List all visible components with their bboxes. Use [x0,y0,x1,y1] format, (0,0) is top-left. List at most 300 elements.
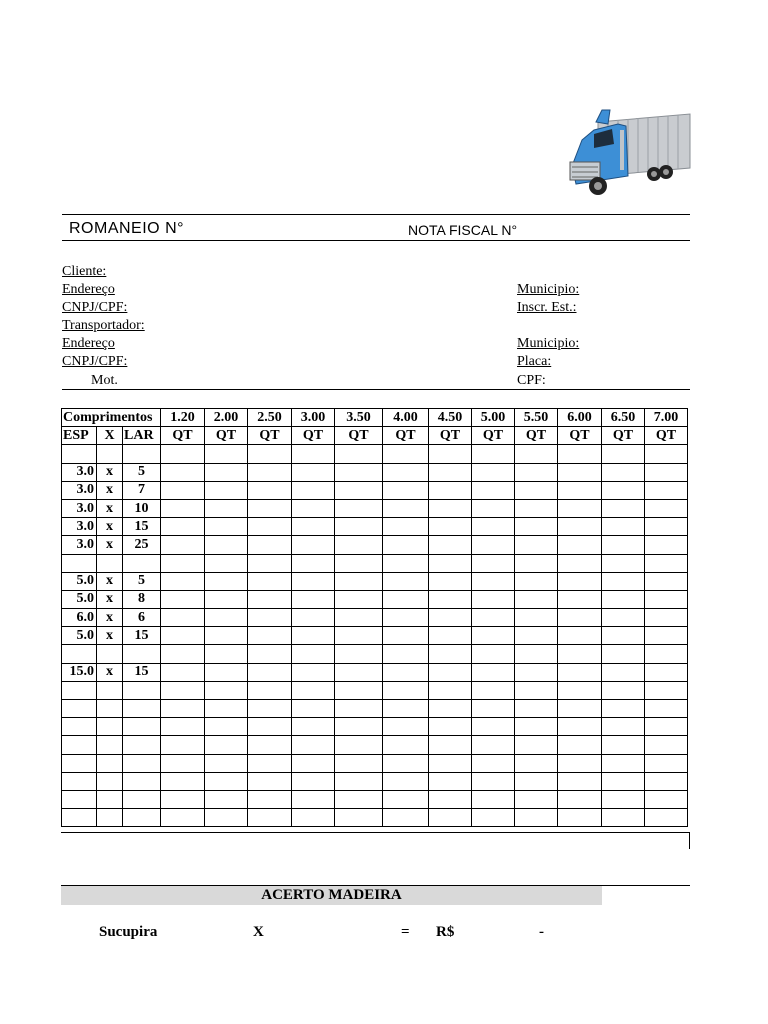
qt-cell[interactable] [472,499,515,517]
qt-cell[interactable] [335,572,383,590]
qt-cell[interactable] [558,645,602,663]
qt-cell[interactable] [602,700,645,718]
qt-cell[interactable] [161,627,205,645]
qt-cell[interactable] [161,809,205,827]
qt-header: QT [205,427,248,445]
qt-cell[interactable] [472,681,515,699]
qt-cell[interactable] [645,718,688,736]
qt-cell[interactable] [205,463,248,481]
qt-cell[interactable] [645,700,688,718]
qt-cell[interactable] [429,754,472,772]
qt-cell[interactable] [248,572,292,590]
qt-cell[interactable] [429,627,472,645]
qt-cell[interactable] [248,700,292,718]
lar-cell: 15 [123,627,161,645]
qt-cell[interactable] [515,499,558,517]
table-row-empty [62,754,688,772]
qt-cell[interactable] [558,481,602,499]
qt-cell[interactable] [515,518,558,536]
qt-cell[interactable] [335,681,383,699]
qt-cell[interactable] [515,754,558,772]
qt-cell[interactable] [205,627,248,645]
qt-cell[interactable] [472,718,515,736]
qt-cell[interactable] [645,572,688,590]
qt-cell[interactable] [248,681,292,699]
qt-cell[interactable] [558,445,602,463]
qt-cell[interactable] [335,754,383,772]
info-bottom-rule [62,389,690,390]
qt-cell[interactable] [205,700,248,718]
qt-cell[interactable] [248,663,292,681]
qt-cell[interactable] [248,627,292,645]
qt-cell[interactable] [205,718,248,736]
qt-cell[interactable] [429,809,472,827]
table-row [62,463,688,481]
qt-cell[interactable] [429,790,472,808]
qt-cell[interactable] [558,499,602,517]
qt-cell[interactable] [383,754,429,772]
qt-cell[interactable] [205,481,248,499]
qt-cell[interactable] [292,536,335,554]
qt-cell[interactable] [205,681,248,699]
qt-cell[interactable] [472,481,515,499]
qt-cell[interactable] [515,554,558,572]
qt-cell[interactable] [335,736,383,754]
qt-cell[interactable] [429,536,472,554]
qt-cell[interactable] [292,681,335,699]
qt-cell[interactable] [248,481,292,499]
qt-cell[interactable] [558,590,602,608]
qt-cell[interactable] [383,554,429,572]
romaneio-table [61,408,688,827]
qt-cell[interactable] [558,463,602,481]
qt-cell[interactable] [515,718,558,736]
equals-sign: = [401,924,410,940]
qt-cell[interactable] [515,481,558,499]
qt-cell[interactable] [335,499,383,517]
x-cell: x [97,609,123,627]
qt-cell[interactable] [472,790,515,808]
qt-cell[interactable] [335,590,383,608]
qt-cell[interactable] [292,736,335,754]
qt-cell[interactable] [558,772,602,790]
qt-cell[interactable] [383,790,429,808]
qt-cell[interactable] [205,445,248,463]
length-header: 2.50 [248,409,292,427]
qt-cell[interactable] [558,572,602,590]
qt-cell[interactable] [515,681,558,699]
qt-cell[interactable] [161,609,205,627]
qt-cell[interactable] [383,481,429,499]
qt-cell[interactable] [161,445,205,463]
table-row-empty [62,809,688,827]
qt-cell[interactable] [205,645,248,663]
qt-cell[interactable] [248,754,292,772]
qt-cell[interactable] [429,481,472,499]
qt-cell[interactable] [602,736,645,754]
qt-cell[interactable] [292,554,335,572]
qt-cell[interactable] [602,754,645,772]
qt-cell[interactable] [335,536,383,554]
qt-cell[interactable] [292,809,335,827]
qt-cell[interactable] [161,681,205,699]
lar-cell [123,718,161,736]
qt-cell[interactable] [205,572,248,590]
table-row [62,518,688,536]
qt-cell[interactable] [472,700,515,718]
qt-cell[interactable] [383,590,429,608]
qt-cell[interactable] [205,609,248,627]
qt-cell[interactable] [292,718,335,736]
esp-cell [62,681,97,699]
qt-cell[interactable] [515,536,558,554]
qt-cell[interactable] [292,790,335,808]
qt-cell[interactable] [161,790,205,808]
qt-cell[interactable] [429,772,472,790]
qt-cell[interactable] [515,772,558,790]
qt-cell[interactable] [472,772,515,790]
qt-cell[interactable] [472,445,515,463]
qt-cell[interactable] [248,445,292,463]
qt-cell[interactable] [161,554,205,572]
qt-cell[interactable] [429,572,472,590]
qt-cell[interactable] [515,700,558,718]
placa-label: Placa: [517,354,552,369]
qt-cell[interactable] [248,554,292,572]
qt-cell[interactable] [472,572,515,590]
qt-cell[interactable] [515,463,558,481]
qt-cell[interactable] [161,463,205,481]
esp-cell [62,772,97,790]
qt-cell[interactable] [248,736,292,754]
qt-cell[interactable] [161,718,205,736]
qt-cell[interactable] [515,572,558,590]
qt-cell[interactable] [335,445,383,463]
qt-cell[interactable] [515,645,558,663]
qt-cell[interactable] [292,627,335,645]
qt-cell[interactable] [645,590,688,608]
qt-cell[interactable] [602,772,645,790]
transportador-endereco-label: Endereço [62,336,115,351]
qt-cell[interactable] [248,790,292,808]
lar-cell: 5 [123,463,161,481]
qt-cell[interactable] [161,772,205,790]
x-cell [97,645,123,663]
qt-cell[interactable] [205,772,248,790]
qt-cell[interactable] [602,809,645,827]
qt-cell[interactable] [429,609,472,627]
qt-cell[interactable] [645,627,688,645]
esp-cell: 3.0 [62,463,97,481]
qt-cell[interactable] [602,572,645,590]
qt-cell[interactable] [335,718,383,736]
qt-cell[interactable] [472,754,515,772]
qt-cell[interactable] [383,772,429,790]
qt-cell[interactable] [515,736,558,754]
qt-cell[interactable] [558,809,602,827]
qt-cell[interactable] [645,445,688,463]
qt-cell[interactable] [429,645,472,663]
qt-cell[interactable] [335,627,383,645]
qt-cell[interactable] [602,518,645,536]
qt-cell[interactable] [472,536,515,554]
qt-cell[interactable] [645,736,688,754]
qt-cell[interactable] [515,609,558,627]
qt-cell[interactable] [429,590,472,608]
qt-cell[interactable] [429,681,472,699]
qt-cell[interactable] [292,518,335,536]
qt-header: QT [558,427,602,445]
qt-cell[interactable] [602,718,645,736]
qt-cell[interactable] [429,554,472,572]
qt-cell[interactable] [645,518,688,536]
qt-cell[interactable] [161,518,205,536]
table-row-empty [62,790,688,808]
qt-cell[interactable] [383,609,429,627]
cliente-label: Cliente: [62,264,107,279]
qt-cell[interactable] [292,609,335,627]
table-row [62,481,688,499]
qt-cell[interactable] [248,536,292,554]
qt-cell[interactable] [292,590,335,608]
qt-cell[interactable] [383,572,429,590]
qt-cell[interactable] [429,718,472,736]
qt-cell[interactable] [558,790,602,808]
lar-cell: 5 [123,572,161,590]
qt-cell[interactable] [248,645,292,663]
qt-cell[interactable] [292,772,335,790]
qt-cell[interactable] [292,754,335,772]
qt-cell[interactable] [558,681,602,699]
qt-cell[interactable] [292,645,335,663]
qt-cell[interactable] [205,736,248,754]
qt-cell[interactable] [335,481,383,499]
qt-cell[interactable] [558,536,602,554]
qt-cell[interactable] [558,554,602,572]
inscr-est-label: Inscr. Est.: [517,300,577,315]
qt-cell[interactable] [292,445,335,463]
qt-cell[interactable] [248,718,292,736]
qt-cell[interactable] [515,445,558,463]
qt-cell[interactable] [292,481,335,499]
nota-fiscal-label: NOTA FISCAL N° [408,222,518,238]
qt-cell[interactable] [161,481,205,499]
qt-cell[interactable] [248,499,292,517]
qt-cell[interactable] [205,754,248,772]
qt-cell[interactable] [645,554,688,572]
table-row [62,609,688,627]
qt-cell[interactable] [205,518,248,536]
qt-cell[interactable] [205,499,248,517]
qt-cell[interactable] [602,645,645,663]
qt-cell[interactable] [383,627,429,645]
qt-cell[interactable] [429,736,472,754]
qt-cell[interactable] [602,790,645,808]
qt-cell[interactable] [645,609,688,627]
qt-cell[interactable] [558,754,602,772]
x-cell: x [97,481,123,499]
qt-cell[interactable] [602,681,645,699]
qt-cell[interactable] [602,463,645,481]
x-cell [97,718,123,736]
qt-cell[interactable] [558,718,602,736]
esp-label: ESP [62,427,97,445]
qt-cell[interactable] [558,609,602,627]
qt-cell[interactable] [429,445,472,463]
qt-cell[interactable] [383,645,429,663]
qt-cell[interactable] [205,790,248,808]
qt-cell[interactable] [515,627,558,645]
qt-cell[interactable] [515,590,558,608]
qt-cell[interactable] [602,499,645,517]
qt-cell[interactable] [645,790,688,808]
qt-cell[interactable] [472,554,515,572]
qt-cell[interactable] [383,445,429,463]
qt-cell[interactable] [515,790,558,808]
table-row [62,627,688,645]
qt-cell[interactable] [429,463,472,481]
qt-cell[interactable] [335,463,383,481]
qt-cell[interactable] [558,736,602,754]
qt-cell[interactable] [205,554,248,572]
qt-cell[interactable] [429,499,472,517]
qt-cell[interactable] [602,445,645,463]
qt-cell[interactable] [335,645,383,663]
qt-cell[interactable] [292,463,335,481]
qt-cell[interactable] [602,663,645,681]
qt-cell[interactable] [602,609,645,627]
x-cell [97,809,123,827]
qt-cell[interactable] [429,518,472,536]
qt-cell[interactable] [292,572,335,590]
qt-cell[interactable] [335,663,383,681]
qt-cell[interactable] [248,809,292,827]
cliente-endereco-label: Endereço [62,282,115,297]
x-label: X [97,427,123,445]
qt-cell[interactable] [558,700,602,718]
qt-cell[interactable] [205,536,248,554]
qt-cell[interactable] [472,463,515,481]
qt-cell[interactable] [472,736,515,754]
qt-cell[interactable] [335,809,383,827]
esp-cell: 3.0 [62,481,97,499]
qt-cell[interactable] [161,536,205,554]
qt-cell[interactable] [161,700,205,718]
qt-cell[interactable] [645,754,688,772]
qt-cell[interactable] [472,809,515,827]
cliente-municipio-label: Municipio: [517,282,580,297]
qt-cell[interactable] [645,681,688,699]
qt-cell[interactable] [472,518,515,536]
qt-cell[interactable] [383,681,429,699]
qt-cell[interactable] [292,663,335,681]
esp-cell: 3.0 [62,518,97,536]
qt-cell[interactable] [383,499,429,517]
qt-cell[interactable] [161,645,205,663]
qt-cell[interactable] [335,609,383,627]
qt-cell[interactable] [602,536,645,554]
qt-cell[interactable] [602,627,645,645]
qt-cell[interactable] [161,572,205,590]
qt-cell[interactable] [161,590,205,608]
qt-cell[interactable] [645,663,688,681]
esp-cell [62,736,97,754]
qt-cell[interactable] [248,590,292,608]
qt-cell[interactable] [335,772,383,790]
qt-cell[interactable] [205,809,248,827]
qt-cell[interactable] [161,499,205,517]
qt-cell[interactable] [383,718,429,736]
table-row [62,572,688,590]
table-row [62,590,688,608]
qt-cell[interactable] [645,499,688,517]
qt-cell[interactable] [383,700,429,718]
length-header: 4.00 [383,409,429,427]
qt-cell[interactable] [645,463,688,481]
qt-cell[interactable] [335,790,383,808]
qt-cell[interactable] [515,809,558,827]
qt-cell[interactable] [602,590,645,608]
qt-cell[interactable] [602,481,645,499]
qt-cell[interactable] [383,736,429,754]
qt-cell[interactable] [558,663,602,681]
qt-cell[interactable] [429,700,472,718]
qt-cell[interactable] [292,499,335,517]
lar-cell: 25 [123,536,161,554]
qt-cell[interactable] [335,518,383,536]
qt-cell[interactable] [472,590,515,608]
qt-cell[interactable] [248,772,292,790]
qt-cell[interactable] [472,627,515,645]
qt-cell[interactable] [558,518,602,536]
qt-cell[interactable] [161,754,205,772]
qt-cell[interactable] [645,645,688,663]
qt-cell[interactable] [472,645,515,663]
qt-cell[interactable] [645,536,688,554]
qt-cell[interactable] [248,609,292,627]
qt-cell[interactable] [292,700,335,718]
lar-cell [123,645,161,663]
qt-cell[interactable] [472,609,515,627]
qt-cell[interactable] [558,627,602,645]
qt-cell[interactable] [472,663,515,681]
qt-cell[interactable] [161,736,205,754]
qt-cell[interactable] [383,463,429,481]
qt-header: QT [161,427,205,445]
qt-cell[interactable] [383,663,429,681]
qt-cell[interactable] [602,554,645,572]
qt-cell[interactable] [335,554,383,572]
qt-cell[interactable] [205,590,248,608]
qt-cell[interactable] [248,463,292,481]
qt-cell[interactable] [383,809,429,827]
qt-cell[interactable] [645,772,688,790]
qt-cell[interactable] [429,663,472,681]
qt-cell[interactable] [248,518,292,536]
qt-cell[interactable] [335,700,383,718]
qt-cell[interactable] [645,809,688,827]
qt-cell[interactable] [383,536,429,554]
lar-cell [123,754,161,772]
qt-cell[interactable] [205,663,248,681]
qt-cell[interactable] [383,518,429,536]
times-sign: X [253,924,264,940]
qt-cell[interactable] [645,481,688,499]
qt-cell[interactable] [161,663,205,681]
esp-cell [62,700,97,718]
table-row [62,536,688,554]
qt-cell[interactable] [515,663,558,681]
